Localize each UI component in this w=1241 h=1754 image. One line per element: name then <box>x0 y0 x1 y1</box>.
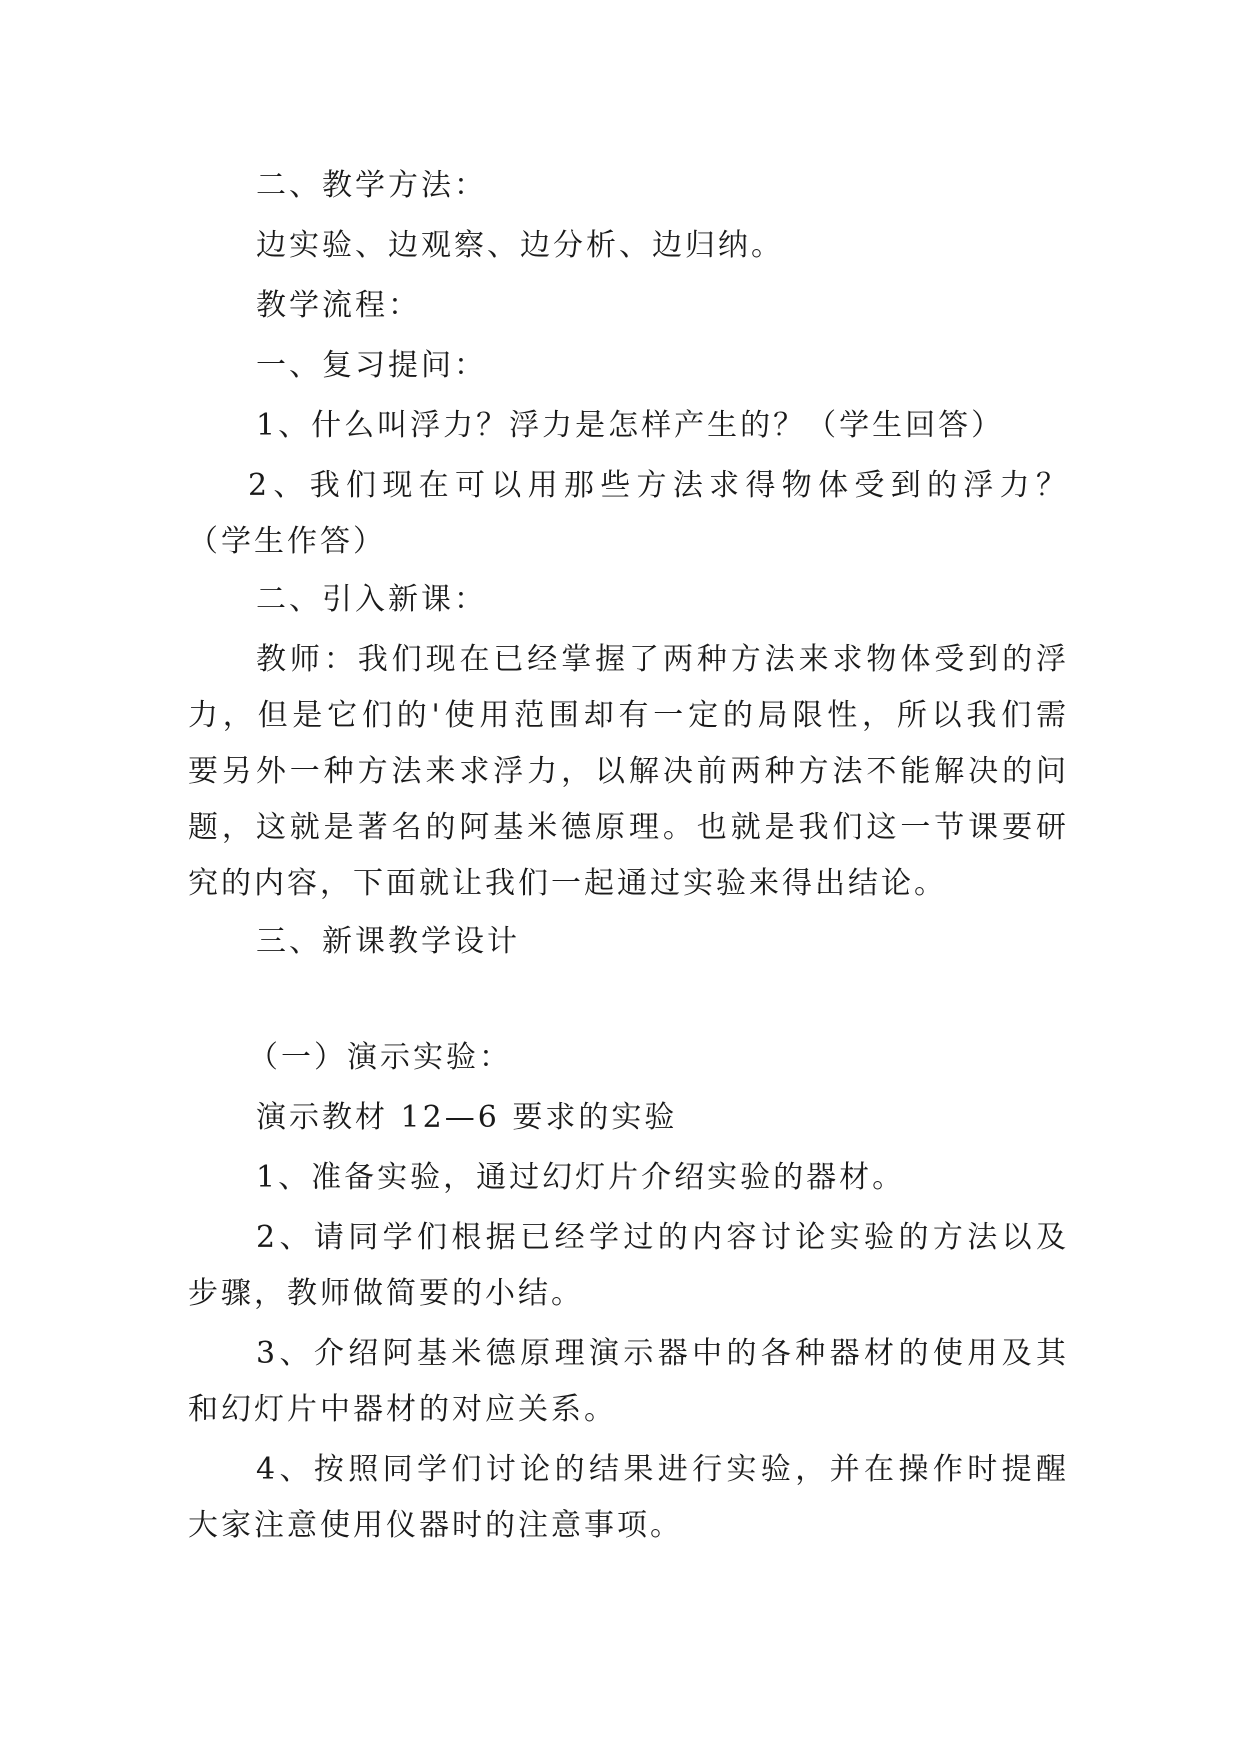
paragraph-teacher-intro-line-4: 题，这就是著名的阿基米德原理。也就是我们这一节课要研 <box>188 810 1068 845</box>
list-item-step-3-line-2: 和幻灯片中器材的对应关系。 <box>188 1392 617 1427</box>
list-item-step-4-line-2: 大家注意使用仪器时的注意事项。 <box>188 1508 683 1543</box>
heading-demo-experiment: （一）演示实验： <box>248 1040 512 1075</box>
list-item-step-2-line-2: 步骤，教师做简要的小结。 <box>188 1276 584 1311</box>
heading-review-questions: 一、复习提问： <box>256 348 487 383</box>
paragraph-teacher-intro-line-2: 力，但是它们的'使用范围却有一定的局限性，所以我们需 <box>188 698 1068 733</box>
paragraph-teacher-intro-line-1: 教师：我们现在已经掌握了两种方法来求物体受到的浮 <box>256 642 1068 677</box>
paragraph-teacher-intro-line-3: 要另外一种方法来求浮力，以解决前两种方法不能解决的问 <box>188 754 1068 789</box>
heading-new-lesson-design: 三、新课教学设计 <box>256 924 520 959</box>
list-item-step-3-line-1: 3、介绍阿基米德原理演示器中的各种器材的使用及其 <box>256 1336 1068 1371</box>
list-item-step-1: 1、准备实验，通过幻灯片介绍实验的器材。 <box>256 1160 906 1195</box>
list-item-step-2-line-1: 2、请同学们根据已经学过的内容讨论实验的方法以及 <box>256 1220 1068 1255</box>
list-item-question-2-line-2: （学生作答） <box>188 524 386 559</box>
heading-introduce-new-lesson: 二、引入新课： <box>256 582 487 617</box>
list-item-question-1: 1、什么叫浮力？浮力是怎样产生的？（学生回答） <box>256 408 1005 443</box>
list-item-step-4-line-1: 4、按照同学们讨论的结果进行实验，并在操作时提醒 <box>256 1452 1068 1487</box>
list-item-question-2-line-1: 2、我们现在可以用那些方法求得物体受到的浮力？ <box>248 468 1068 503</box>
paragraph-demo-textbook: 演示教材 12—6 要求的实验 <box>256 1100 678 1135</box>
paragraph-method-summary: 边实验、边观察、边分析、边归纳。 <box>256 228 784 263</box>
heading-teaching-method: 二、教学方法： <box>256 168 487 203</box>
paragraph-teacher-intro-line-5: 究的内容，下面就让我们一起通过实验来得出结论。 <box>188 866 947 901</box>
heading-teaching-flow: 教学流程： <box>256 288 421 323</box>
